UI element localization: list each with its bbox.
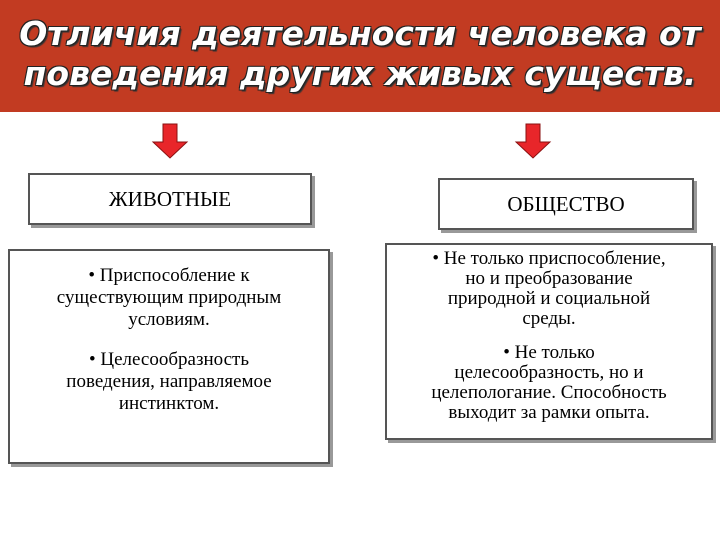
society-item-2-line-4: выходит за рамки опыта.: [448, 402, 650, 423]
society-content-box: [385, 243, 713, 440]
animals-item-2: [16, 349, 322, 415]
animals-item-2-line-3: инстинктом.: [118, 393, 220, 414]
animals-item-1-line-2: существующим природным: [56, 287, 282, 308]
animals-item-2-line-1: • Целесообразность: [88, 349, 250, 370]
society-item-1-line-1: • Не только приспособление,: [432, 248, 666, 269]
animals-item-2-line-2: поведения, направляемое: [66, 371, 272, 392]
society-item-1: [391, 249, 707, 329]
society-item-1-line-4: среды.: [522, 308, 576, 329]
society-item-2-line-2: целесообразность, но и: [454, 362, 644, 383]
animals-item-1-line-3: условиям.: [128, 309, 210, 330]
society-item-2-line-1: • Не только: [503, 342, 595, 363]
animals-item-1: [16, 265, 322, 331]
right-arrow-down-icon: [514, 122, 552, 160]
animals-item-1-line-1: • Приспособление к: [88, 265, 250, 286]
society-item-1-line-2: но и преобразование: [465, 268, 633, 289]
animals-header: ЖИВОТНЫЕ: [108, 186, 232, 211]
slide-title: [0, 14, 720, 94]
society-item-1-line-3: природной и социальной: [447, 288, 651, 309]
society-header: ОБЩЕСТВО: [507, 191, 625, 216]
society-item-2: [391, 343, 707, 423]
society-item-2-line-3: целепологание. Способность: [431, 382, 667, 403]
left-arrow-down-icon: [151, 122, 189, 160]
title-line-1: Отличия деятельности человека от: [19, 14, 701, 53]
animals-header-box: [28, 173, 312, 225]
title-line-2: поведения других живых существ.: [23, 54, 697, 93]
society-header-box: [438, 178, 694, 230]
animals-content-box: [8, 249, 330, 464]
title-banner: [0, 0, 720, 112]
